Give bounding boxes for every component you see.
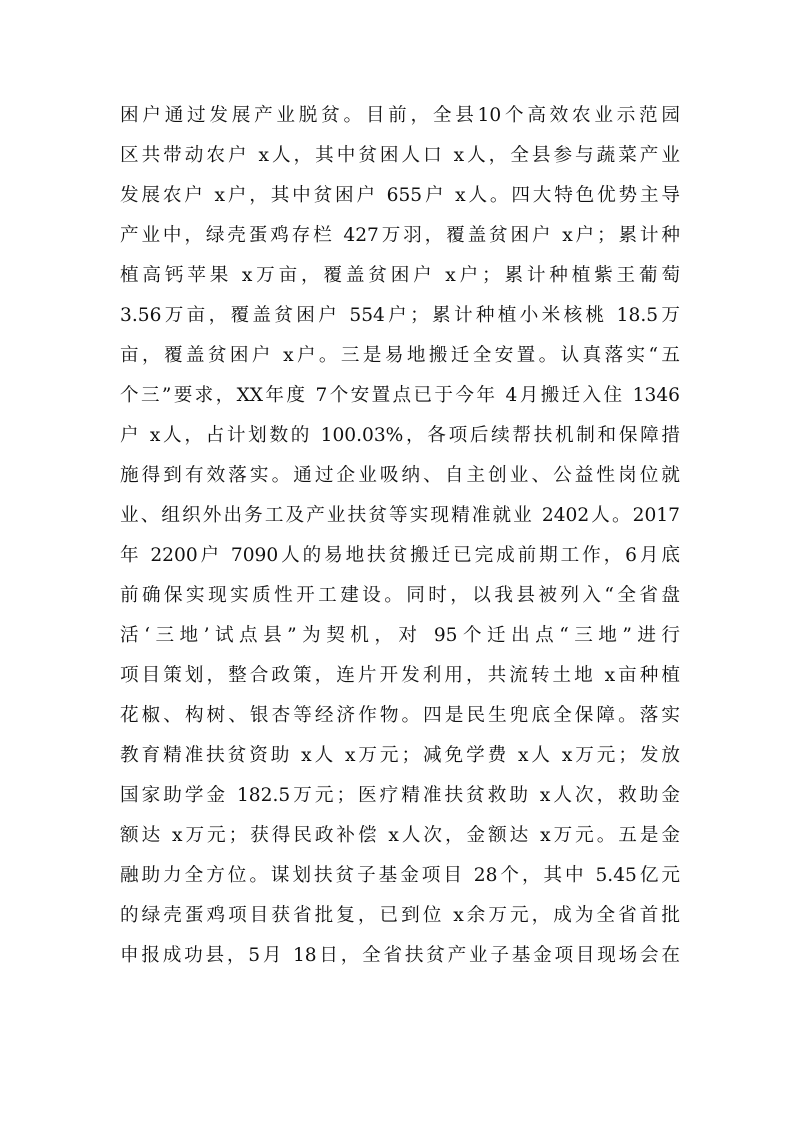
text-line: 申报成功县，5月 18日，全省扶贫产业子基金项目现场会在 [120,945,680,966]
text-line: 教育精准扶贫资助 x人 x万元；减免学费 x人 x万元；发放 [120,745,680,766]
text-line: 前确保实现实质性开工建设。同时，以我县被列入“全省盘 [120,585,680,606]
text-line: 额达 x万元；获得民政补偿 x人次，金额达 x万元。五是金 [120,825,680,846]
text-line: 项目策划，整合政策，连片开发利用，共流转土地 x亩种植 [120,665,680,686]
text-line: 发展农户 x户，其中贫困户 655户 x人。四大特色优势主导 [120,185,680,206]
text-line: 的绿壳蛋鸡项目获省批复，已到位 x余万元，成为全省首批 [120,905,680,926]
text-line: 亩，覆盖贫困户 x户。三是易地搬迁全安置。认真落实“五 [120,345,680,366]
text-line: 国家助学金 182.5万元；医疗精准扶贫救助 x人次，救助金 [120,785,680,806]
body-text [120,96,680,976]
text-line: 困户通过发展产业脱贫。目前，全县10个高效农业示范园 [120,105,680,126]
text-line: 融助力全方位。谋划扶贫子基金项目 28个，其中 5.45亿元 [120,865,680,886]
text-line: 区共带动农户 x人，其中贫困人口 x人，全县参与蔬菜产业 [120,145,680,166]
text-line: 活‘三地’试点县”为契机，对 95个迁出点“三地”进行 [120,625,680,646]
text-line: 植高钙苹果 x万亩，覆盖贫困户 x户；累计种植紫王葡萄 [120,265,680,286]
text-line: 施得到有效落实。通过企业吸纳、自主创业、公益性岗位就 [120,465,680,486]
text-line: 花椒、构树、银杏等经济作物。四是民生兜底全保障。落实 [120,705,680,726]
text-line: 业、组织外出务工及产业扶贫等实现精准就业 2402人。2017 [120,505,680,526]
text-line: 年 2200户 7090人的易地扶贫搬迁已完成前期工作，6月底 [120,545,680,566]
text-line: 3.56万亩，覆盖贫困户 554户；累计种植小米核桃 18.5万 [120,305,680,326]
text-line: 个三”要求，XX年度 7个安置点已于今年 4月搬迁入住 1346 [120,385,680,406]
text-line: 产业中，绿壳蛋鸡存栏 427万羽，覆盖贫困户 x户；累计种 [120,225,680,246]
text-line: 户 x人，占计划数的 100.03%，各项后续帮扶机制和保障措 [120,425,680,446]
